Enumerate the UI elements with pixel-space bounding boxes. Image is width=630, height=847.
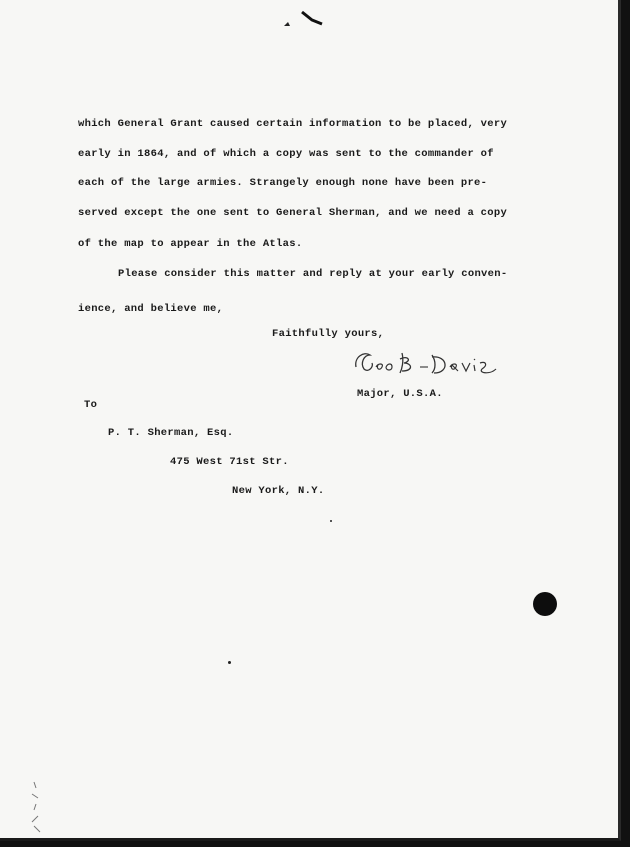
ink-blot	[533, 592, 557, 616]
closing-line-1: Please consider this matter and reply at your early conven-	[118, 268, 508, 280]
body-line-5: of the map to appear in the Atlas.	[78, 238, 303, 250]
signature-geo-b-davis	[350, 345, 510, 381]
closing-line-2: ience, and believe me,	[78, 303, 224, 315]
to-label: To	[84, 399, 98, 411]
signer-title: Major, U.S.A.	[357, 388, 443, 400]
addressee-name: P. T. Sherman, Esq.	[108, 427, 234, 439]
addressee-street: 475 West 71st Str.	[170, 456, 289, 468]
scan-speck	[228, 661, 231, 664]
scan-speck	[330, 520, 332, 522]
scan-edge-noise	[28, 780, 48, 836]
scan-top-mark	[282, 8, 330, 30]
body-line-2: early in 1864, and of which a copy was sent to the commander of	[78, 148, 494, 160]
addressee-city: New York, N.Y.	[232, 485, 325, 497]
body-line-1: which General Grant caused certain information to be placed, very	[78, 118, 508, 130]
body-line-4: served except the one sent to General Sherman, and we need a copy	[78, 207, 508, 219]
valediction: Faithfully yours,	[272, 328, 385, 340]
body-line-3: each of the large armies. Strangely enough none have been pre-	[78, 177, 488, 189]
